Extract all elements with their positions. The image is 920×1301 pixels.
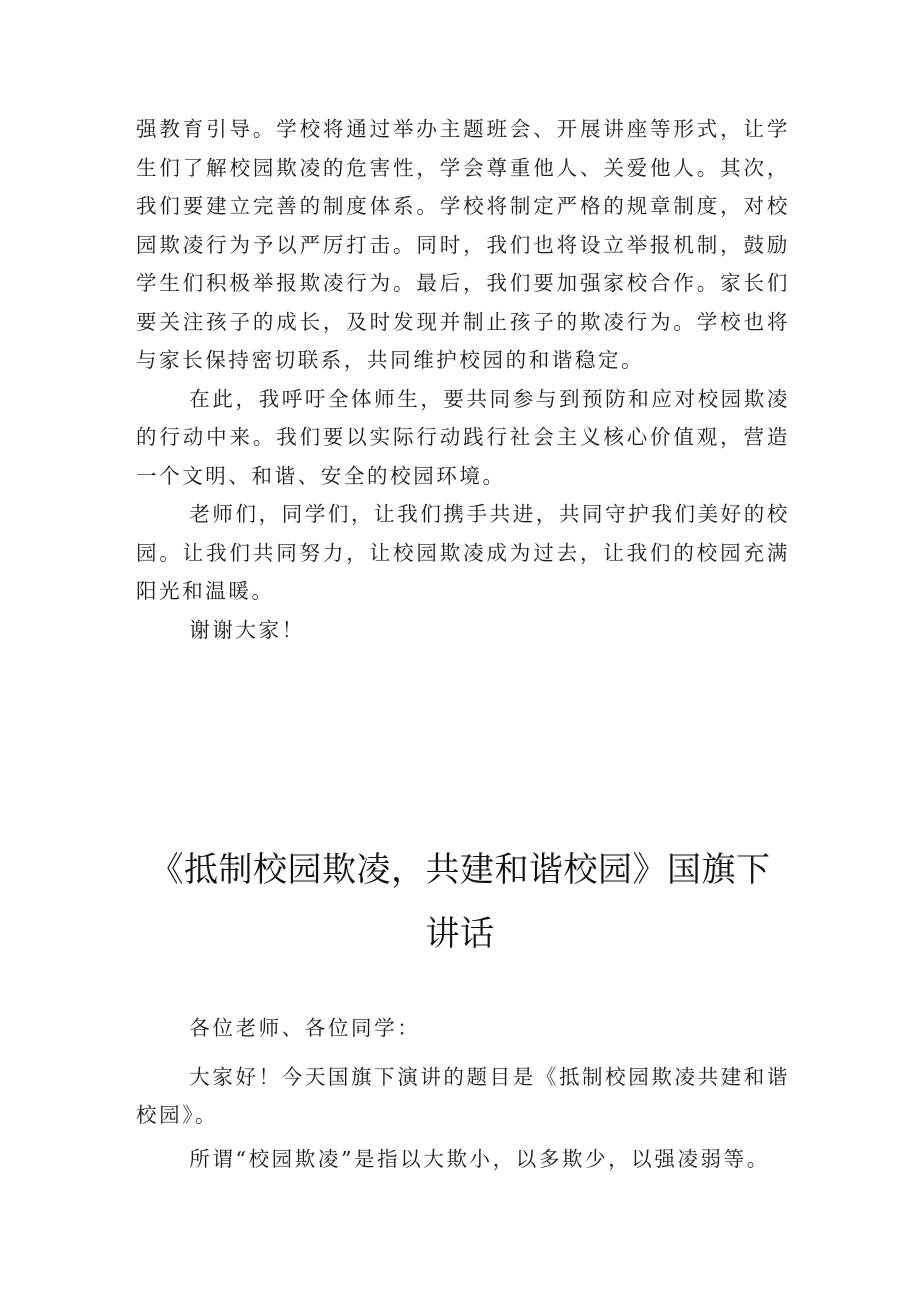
continuation-section bbox=[136, 110, 790, 649]
salutation: 各位老师、各位同学： bbox=[189, 1016, 421, 1040]
speech-title-line-1: 《抵制校园欺凌，共建和谐校园》国旗下 bbox=[149, 850, 771, 890]
appeal-paragraph: 在此，我呼吁全体师生，要共同参与到预防和应对校园欺凌的行动中来。我们要以实际行动践行社会主义核心价值观，营造一个文明、和谐、安全的校园环境。 bbox=[136, 386, 790, 488]
speech-title bbox=[100, 838, 820, 966]
continuation-paragraph: 强教育引导。学校将通过举办主题班会、开展讲座等形式，让学生们了解校园欺凌的危害性，学会尊重他人、关爱他人。其次，我们要建立完善的制度体系。学校将制定严格的规章制度，对校园欺凌行为予以严厉打击。同时，我们也将设立举报机制，鼓励学生们积极举报欺凌行为。最后，我们要加强家校合作。家长们要关注孩子的成长，及时发现并制止孩子的欺凌行为。学校也将与家长保持密切联系，共同维护校园的和谐稳定。 bbox=[136, 117, 790, 372]
speech-section bbox=[136, 1009, 790, 1178]
definition-paragraph: 所谓“校园欺凌”是指以大欺小，以多欺少，以强凌弱等。 bbox=[189, 1146, 770, 1171]
closing-paragraph: 老师们，同学们，让我们携手共进，共同守护我们美好的校园。让我们共同努力，让校园欺凌成为过去，让我们的校园充满阳光和温暖。 bbox=[136, 502, 790, 603]
speech-title-line-2: 讲话 bbox=[425, 914, 495, 954]
greeting-paragraph: 大家好！今天国旗下演讲的题目是《抵制校园欺凌共建和谐校园》。 bbox=[136, 1064, 790, 1127]
thanks-line: 谢谢大家！ bbox=[189, 617, 305, 642]
